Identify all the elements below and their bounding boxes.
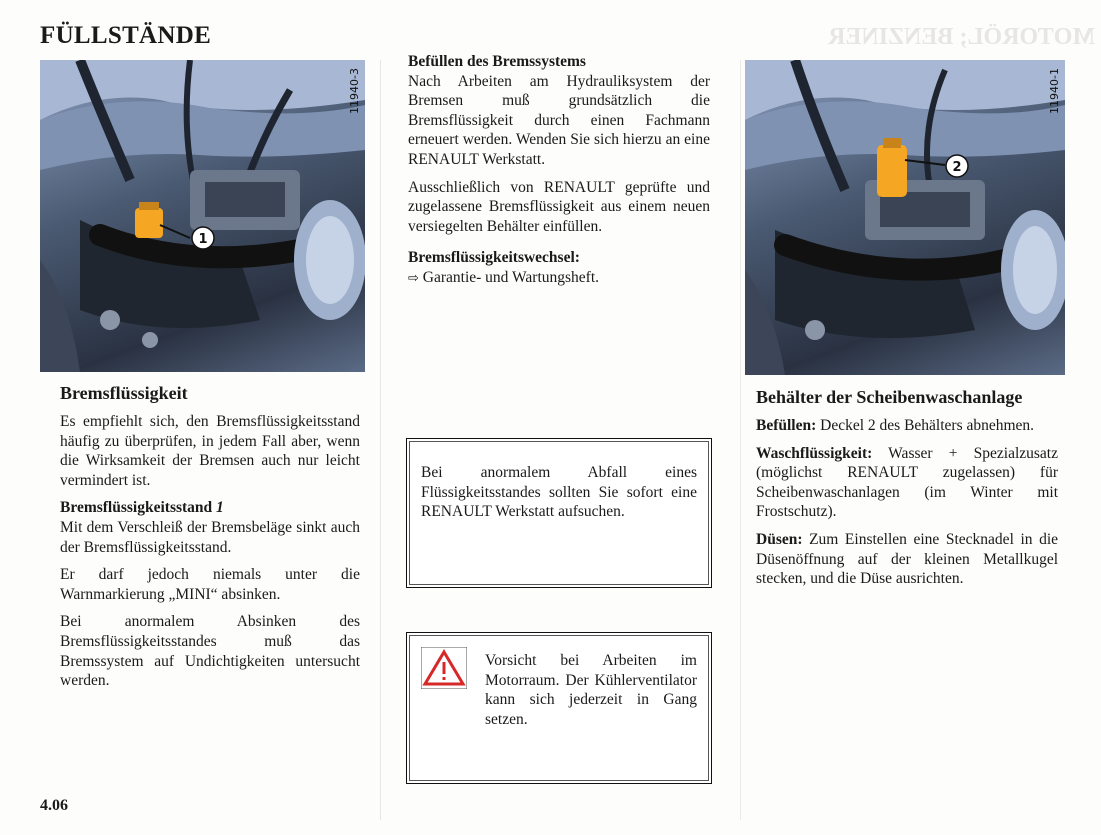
paragraph: Mit dem Verschleiß der Bremsbeläge sinkt auch der Bremsflüssigkeitsstand. <box>60 518 360 556</box>
subsection-label: Bremsflüssigkeitsstand <box>60 499 213 517</box>
section-heading: Bremsflüssigkeit <box>60 383 188 403</box>
paragraph <box>756 416 1058 436</box>
subsection-heading <box>60 498 360 518</box>
engine-illustration <box>745 60 1065 375</box>
term-label: Befüllen: <box>756 417 817 434</box>
column-divider <box>740 60 741 820</box>
callout-label: 1 <box>198 232 208 247</box>
column-divider <box>380 60 381 820</box>
notice-box <box>406 438 712 588</box>
image-reference: 11940-1 <box>1048 68 1061 114</box>
term-text: Deckel 2 des Behälters abnehmen. <box>820 417 1035 434</box>
warning-triangle-icon <box>421 647 467 689</box>
column-brake-fluid <box>60 383 360 699</box>
paragraph: Ausschließlich von RENAULT geprüfte und zugelassene Bremsflüssigkeit aus einem neuen versiegelten Behälter einfüllen. <box>408 178 710 235</box>
arrow-right-icon: ⇨ <box>408 270 419 286</box>
notice-text: Bei anormalem Abfall eines Flüssigkeitsstandes sollten Sie sofort eine RENAULT Werkstatt aufsuchen. <box>421 464 697 521</box>
page-title: FÜLLSTÄNDE <box>40 22 212 49</box>
engine-illustration <box>40 60 365 372</box>
term-label: Waschflüssigkeit: <box>756 444 873 462</box>
paragraph: Er darf jedoch niemals unter die Warnmarkierung „MINI“ absinken. <box>60 566 360 603</box>
paragraph <box>756 530 1058 589</box>
section-heading: Befüllen des Bremssystems <box>408 53 586 70</box>
section-heading: Behälter der Scheibenwaschanlage <box>756 387 1023 407</box>
paragraph: Nach Arbeiten am Hydrauliksystem der Bremsen muß grundsätzlich die Bremsflüssigkeit durch einen Fachmann erneuert werden. Wenden Sie sich hierzu an eine RENAULT Werkstatt. <box>408 72 710 168</box>
page-number: 4.06 <box>40 797 68 814</box>
engine-photo-brake-fluid <box>40 60 365 372</box>
warning-box <box>406 632 712 784</box>
term-text: Wasser + Spezialzusatz (möglichst RENAULT zugelassen) für Scheibenwaschanlagen (im Winter mit Frostschutz). <box>756 444 1058 521</box>
warning-text: Vorsicht bei Arbeiten im Motorraum. Der Kühlerventilator kann sich jederzeit in Gang setzen. <box>485 652 697 728</box>
reference-number: 1 <box>216 499 224 517</box>
term-text: Zum Einstellen eine Stecknadel in die Düsenöffnung auf der kleinen Metallkugel stecken, und die Düse ausrichten. <box>756 530 1059 588</box>
paragraph: Es empfiehlt sich, den Bremsflüssigkeitsstand häufig zu überprüfen, in jedem Fall aber, wenn die Wirksamkeit der Bremsen auch nur leicht vermindert ist. <box>60 413 360 489</box>
paragraph: Bei anormalem Absinken des Bremsflüssigkeitsstandes muß das Bremssystem auf Undichtigkeiten untersucht werden. <box>60 613 360 690</box>
column-washer <box>756 387 1058 597</box>
subsection-heading: Bremsflüssigkeitswechsel: <box>408 249 580 267</box>
paragraph <box>756 444 1058 522</box>
bleed-through-title: MOTORÖL; BENZINER <box>828 24 1095 50</box>
callout-label: 2 <box>952 160 962 175</box>
column-brake-system <box>408 52 710 297</box>
term-label: Düsen: <box>756 530 803 548</box>
image-reference: 11940-3 <box>348 68 361 114</box>
engine-photo-washer <box>745 60 1065 375</box>
reference-line <box>408 268 710 289</box>
reference-text: Garantie- und Wartungsheft. <box>422 268 600 286</box>
